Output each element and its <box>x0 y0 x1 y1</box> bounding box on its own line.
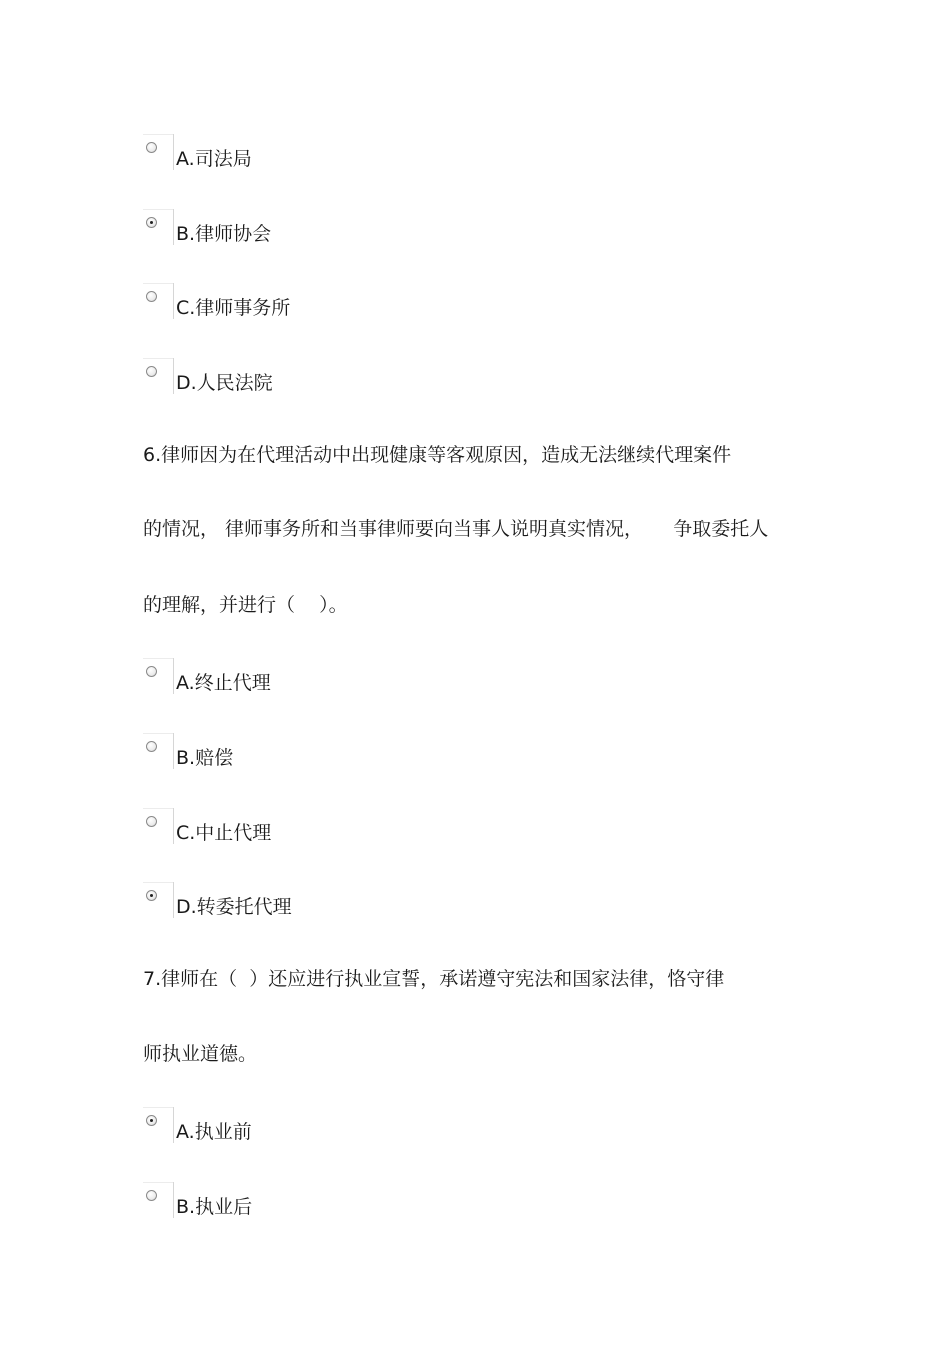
option-divider <box>173 1182 174 1218</box>
radio-unchecked-icon[interactable] <box>146 291 157 302</box>
option-border <box>143 882 174 883</box>
q6-option-a-label: A.终止代理 <box>176 672 271 694</box>
radio-unchecked-icon[interactable] <box>146 142 157 153</box>
q6-option-a[interactable] <box>143 658 543 702</box>
q6-option-d-label: D.转委托代理 <box>176 896 292 918</box>
radio-unchecked-icon[interactable] <box>146 1190 157 1201</box>
radio-unchecked-icon[interactable] <box>146 666 157 677</box>
q5-option-b[interactable] <box>143 209 543 253</box>
option-divider <box>173 882 174 918</box>
q5-option-c[interactable] <box>143 283 543 327</box>
option-divider <box>173 358 174 394</box>
option-divider <box>173 658 174 694</box>
option-border <box>143 733 174 734</box>
radio-unchecked-icon[interactable] <box>146 366 157 377</box>
option-border <box>143 1107 174 1108</box>
option-divider <box>173 1107 174 1143</box>
q6-option-c[interactable] <box>143 808 543 852</box>
q7-question-line-1: 7.律师在（ ）还应进行执业宣誓，承诺遵守宪法和国家法律，恪守律 <box>143 968 725 990</box>
option-border <box>143 283 174 284</box>
q7-option-b-label: B.执业后 <box>176 1196 253 1218</box>
option-border <box>143 658 174 659</box>
option-divider <box>173 209 174 245</box>
q6-question-line-3: 的理解，并进行（ ）。 <box>143 594 348 616</box>
q5-option-a[interactable] <box>143 134 543 178</box>
q6-option-b[interactable] <box>143 733 543 777</box>
radio-checked-icon[interactable] <box>146 890 157 901</box>
radio-unchecked-icon[interactable] <box>146 741 157 752</box>
q6-option-c-label: C.中止代理 <box>176 822 272 844</box>
q6-option-d[interactable] <box>143 882 543 926</box>
q5-option-a-label: A.司法局 <box>176 148 252 170</box>
option-border <box>143 134 174 135</box>
radio-unchecked-icon[interactable] <box>146 816 157 827</box>
q7-option-a-label: A.执业前 <box>176 1121 252 1143</box>
option-divider <box>173 808 174 844</box>
q6-question-line-2: 的情况， 律师事务所和当事律师要向当事人说明真实情况， 争取委托人 <box>143 518 769 540</box>
option-divider <box>173 733 174 769</box>
option-border <box>143 358 174 359</box>
q7-option-a[interactable] <box>143 1107 543 1151</box>
option-border <box>143 1182 174 1183</box>
q6-question-line-1: 6.律师因为在代理活动中出现健康等客观原因，造成无法继续代理案件 <box>143 444 732 466</box>
q5-option-d[interactable] <box>143 358 543 402</box>
radio-checked-icon[interactable] <box>146 1115 157 1126</box>
q5-option-d-label: D.人民法院 <box>176 372 273 394</box>
q6-option-b-label: B.赔偿 <box>176 747 234 769</box>
q5-option-b-label: B.律师协会 <box>176 223 272 245</box>
q7-question-line-2: 师执业道德。 <box>143 1043 258 1065</box>
option-border <box>143 808 174 809</box>
q5-option-c-label: C.律师事务所 <box>176 297 291 319</box>
option-divider <box>173 283 174 319</box>
option-border <box>143 209 174 210</box>
q7-option-b[interactable] <box>143 1182 543 1226</box>
option-divider <box>173 134 174 170</box>
radio-checked-icon[interactable] <box>146 217 157 228</box>
